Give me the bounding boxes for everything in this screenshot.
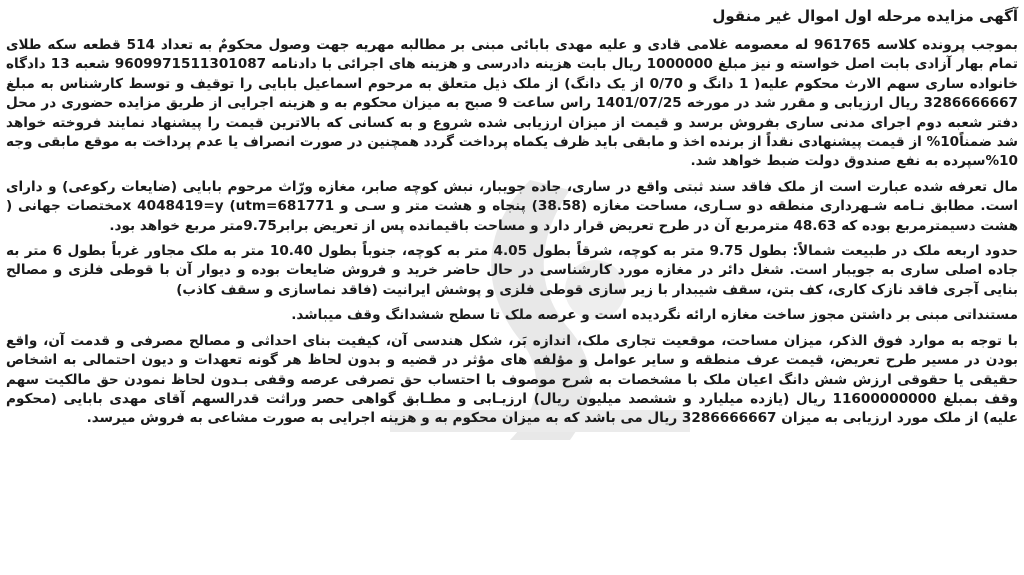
paragraph-valuation: با توجه به موارد فوق الذکر، میزان مساحت، موقعیت تجاری ملک، اندازه بَر، شکل هندسی آن، کیفیت بنای احداثی و مصالح مصرفی و قدمت آن، واقع بودن در مسیر طرح تعریض، قیمت عرف منطقه و سایر عوامل و مؤلفه های مؤثر در قضیه و بدون لحاظ هر گونه تعهدات و دیون احتمالی به اشخاص حقیقی یا حقوقی ارزش شش دانگ اعیان ملک با مشخصات به شرح موصوف با احتساب حق تصرفی عرصه وقفی بـدون لحاظ نمودن حق مالکیت سهم وقف بمبلغ 11600000000 ریال (یازده میلیارد و ششصد میلیون ریال) ارزیـابی و مطـابق گواهی حصر وراثت قدرالسهم آقای مهدی بابایی (محکوم علیه) از ملک مورد ارزیابی به میزان 3286666667 ریال می باشد که به میزان محکوم به و هزینه اجرایی به صورت مشاعی به فروش میرسد.: [6, 332, 1019, 427]
paragraph-property-boundaries: حدود اربعه ملک در طبیعت شمالاً: بطول 9.75 متر به کوچه، شرقاً بطول 4.05 متر به کوچه، جنوباً بطول 10.40 متر به ملک مجاور غرباً بطول 6 متر به جاده اصلی ساری به جویبار است. شغل دائر در مغازه مورد کارشناسی در حال حاضر خرید و فروش ضایعات بوده و دیوار آن با قوطی فلزی و مصالح بنایی آجری فاقد نازک کاری، کف بتن، سقف شیبدار با زیر سازی قوطی فلزی و پوشش ایرانیت (فاقد نماسازی و سقف کاذب): [6, 243, 1018, 298]
notice-title: آگهی مزایده مرحله اول اموال غیر منقول: [712, 7, 1018, 25]
paragraph-case-details: بموجب پرونده کلاسه 961765 له معصومه غلامی قادی و علیه مهدی بابائی مبنی بر مطالبه مهریه جهت وصول محکومٌ به تعداد 514 قطعه سکه طلای تمام بهار آزادی بابت اصل خواسته و نیز مبلغ 1000000 ریال بابت هزینه دادرسی و هزینه های اجرائی با دادنامه 9609971511301087 شعبه 13 دادگاه خانواده ساری سهم الارث محکوم علیه( 1 دانگ و 0/70 از یک دانگ) از ملک ذیل متعلق به مرحوم اسماعیل بابایی را توقیف و توسط کارشناس به مبلغ 3286666667 ریال ارزیابی و مقرر شد در مورخه 1401/07/25 راس ساعت 9 صبح به میزان محکوم به و هزینه اجرایی از طریق مزایده حضوری در محل دفتر شعبه دوم اجرای مدنی ساری بفروش برسد و قیمت از میزان ارزیابی شده شروع و به کسانی که بالاترین قیمت را پیشنهاد نمایند فروخته خواهد شد ضمناً10% از قیمت پیشنهادی نقداً از برنده اخذ و مابقی باید ظرف یکماه پرداخت گردد همچنین در صورت انصراف یا عدم پرداخت به موقع مابقی وجه 10%سپرده به نفع صندوق دولت ضبط خواهد شد.: [6, 37, 1019, 170]
auction-notice: [6, 6, 1018, 569]
paragraph-permit-status: مستنداتی مبنی بر داشتن مجوز ساخت مغازه ارائه نگردیده است و عرصه ملک تا سطح ششدانگ وقف میباشد.: [291, 307, 1018, 324]
paragraph-property-description: مال تعرفه شده عبارت است از ملک فاقد سند ثبتی واقع در ساری، جاده جویبار، نبش کوچه صابر، مغازه ورّاث مرحوم بابایی (ضایعات رکوعی) و دارای است. مطابق نـامه شـهرداری منطقه دو سـاری، مساحت مغازه (38.58) پنجاه و هشت متر و سـی و 681771=x 4048419=y (utmمختصات جهانی ( هشت دسیمترمربع بوده که 48.63 مترمربع آن در طرح تعریض قرار دارد و مساحت باقیمانده پس از تعریض برابر9.75متر مربع خواهد بود.: [6, 178, 1019, 234]
